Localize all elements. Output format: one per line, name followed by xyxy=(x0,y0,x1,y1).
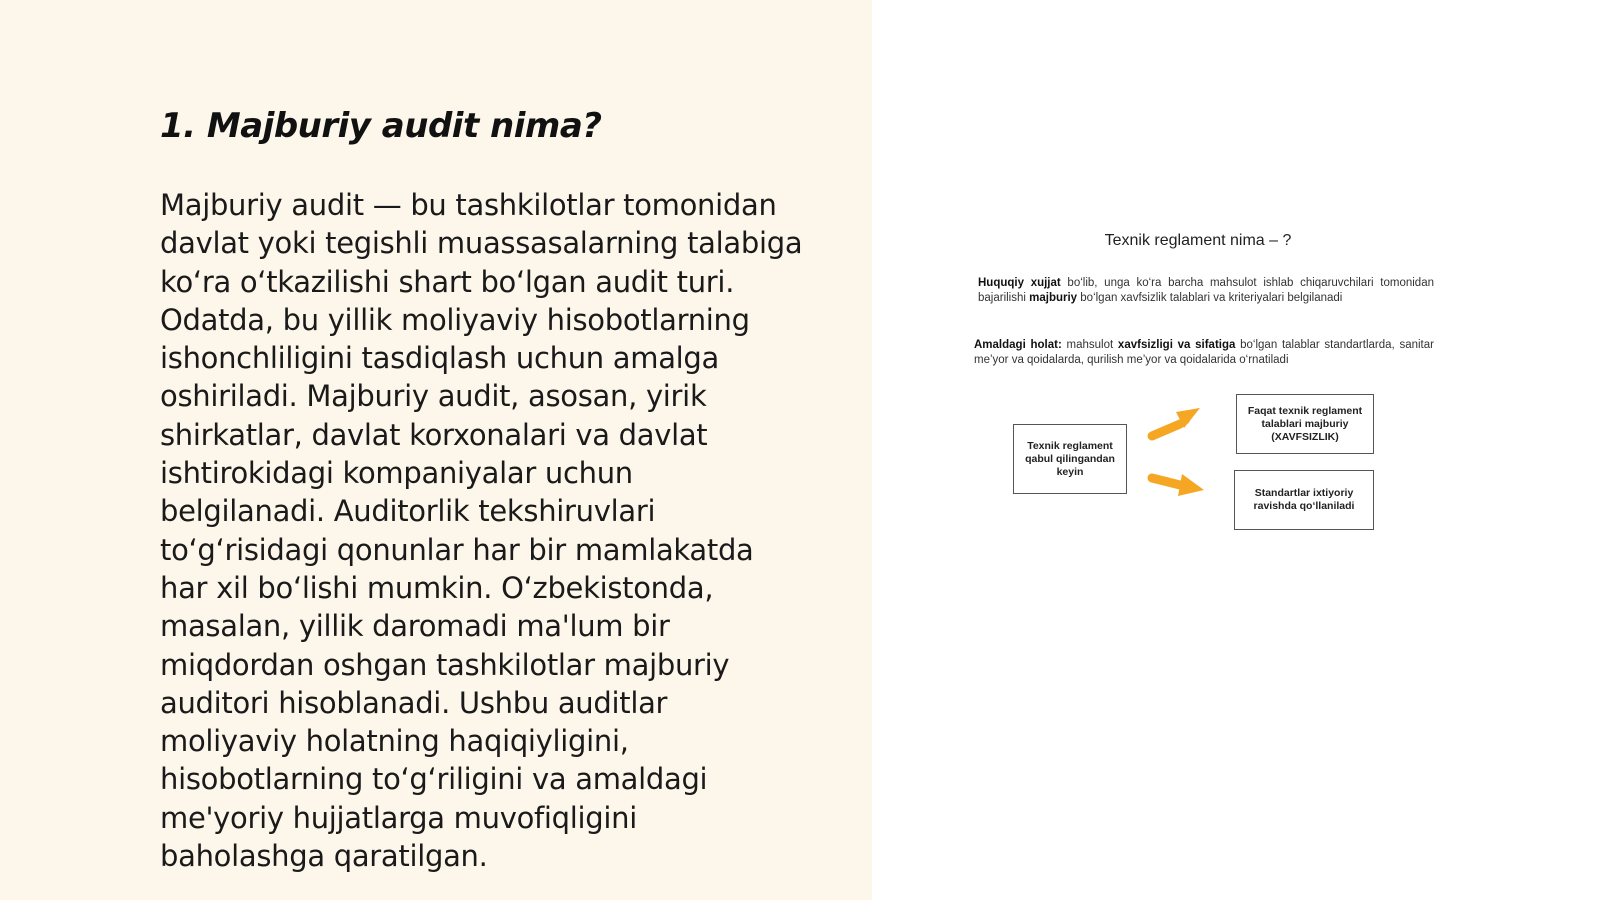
body-line: Majburiy audit — bu tashkilotlar tomonidan xyxy=(160,188,777,222)
arrow-down-right-icon xyxy=(1152,474,1204,496)
current-state-text: mahsulot xyxy=(1061,339,1118,351)
box-voluntary-standards: Standartlar ixtiyoriy ravishda qo‘llaniladi xyxy=(1234,470,1374,530)
current-state-bold: xavfsizligi va sifatiga xyxy=(1117,339,1236,351)
box-mandatory-requirements: Faqat texnik reglament talablari majburiy (XAVFSIZLIK) xyxy=(1236,394,1374,454)
body-line: oshiriladi. Majburiy audit, asosan, yirik xyxy=(160,379,707,414)
body-line: Odatda, bu yillik moliyaviy hisobotlarning xyxy=(160,302,750,337)
body-line: hisobotlarning to‘g‘riligini va amaldagi xyxy=(160,762,708,797)
body-line: moliyaviy holatning haqiqiyligini, xyxy=(160,724,629,759)
body-line: davlat yoki tegishli muassasalarning talabiga xyxy=(160,226,803,261)
current-state-text-end: bo‘lgan talablar standartlarda, sanitar me’yor va qoidalarda, qurilish me’yor va qoidalarida o‘rnatiladi xyxy=(974,339,1434,366)
definition-bold-mandatory: majburiy xyxy=(1029,292,1078,304)
body-line: har xil bo‘lishi mumkin. O‘zbekistonda, xyxy=(160,570,714,605)
body-line: me'yoriy hujjatlarga muvofiqligini xyxy=(160,800,638,835)
definition-bold-term: Huquqiy xujjat xyxy=(978,277,1061,289)
slide-title: 1. Majburiy audit nima? xyxy=(160,106,602,146)
slide-body xyxy=(160,186,840,875)
figure-title: Texnik reglament nima – ? xyxy=(1104,232,1292,249)
box-after-regulation: Texnik reglament qabul qilingandan keyin xyxy=(1013,424,1127,494)
body-line: ishonchliligini tasdiqlash uchun amalga xyxy=(160,341,720,376)
body-line: baholashga qaratilgan. xyxy=(160,839,488,874)
definition-text: bo‘lib, unga ko‘ra barcha mahsulot ishlab chiqaruvchilari tomonidan bajarilishi xyxy=(978,277,1434,304)
body-line: auditori hisoblanadi. Ushbu auditlar xyxy=(160,685,668,720)
body-line: to‘g‘risidagi qonunlar har bir mamlakatda xyxy=(160,532,754,567)
body-line: ishtirokidagi kompaniyalar uchun xyxy=(160,456,633,491)
body-line: miqdordan oshgan tashkilotlar majburiy xyxy=(160,647,730,682)
body-line: ko‘ra o‘tkazilishi shart bo‘lgan audit turi. xyxy=(160,264,735,299)
definition-text-end: bo‘lgan xavfsizlik talablari va kriteriyalari belgilanadi xyxy=(1077,292,1343,304)
body-line: masalan, yillik daromadi ma'lum bir xyxy=(160,609,670,644)
body-line: belgilanadi. Auditorlik tekshiruvlari xyxy=(160,494,656,529)
body-line: shirkatlar, davlat korxonalari va davlat xyxy=(160,417,708,452)
technical-regulation-figure xyxy=(970,228,1440,538)
current-state-label: Amaldagi holat: xyxy=(974,339,1062,351)
arrow-up-right-icon xyxy=(1150,408,1200,438)
